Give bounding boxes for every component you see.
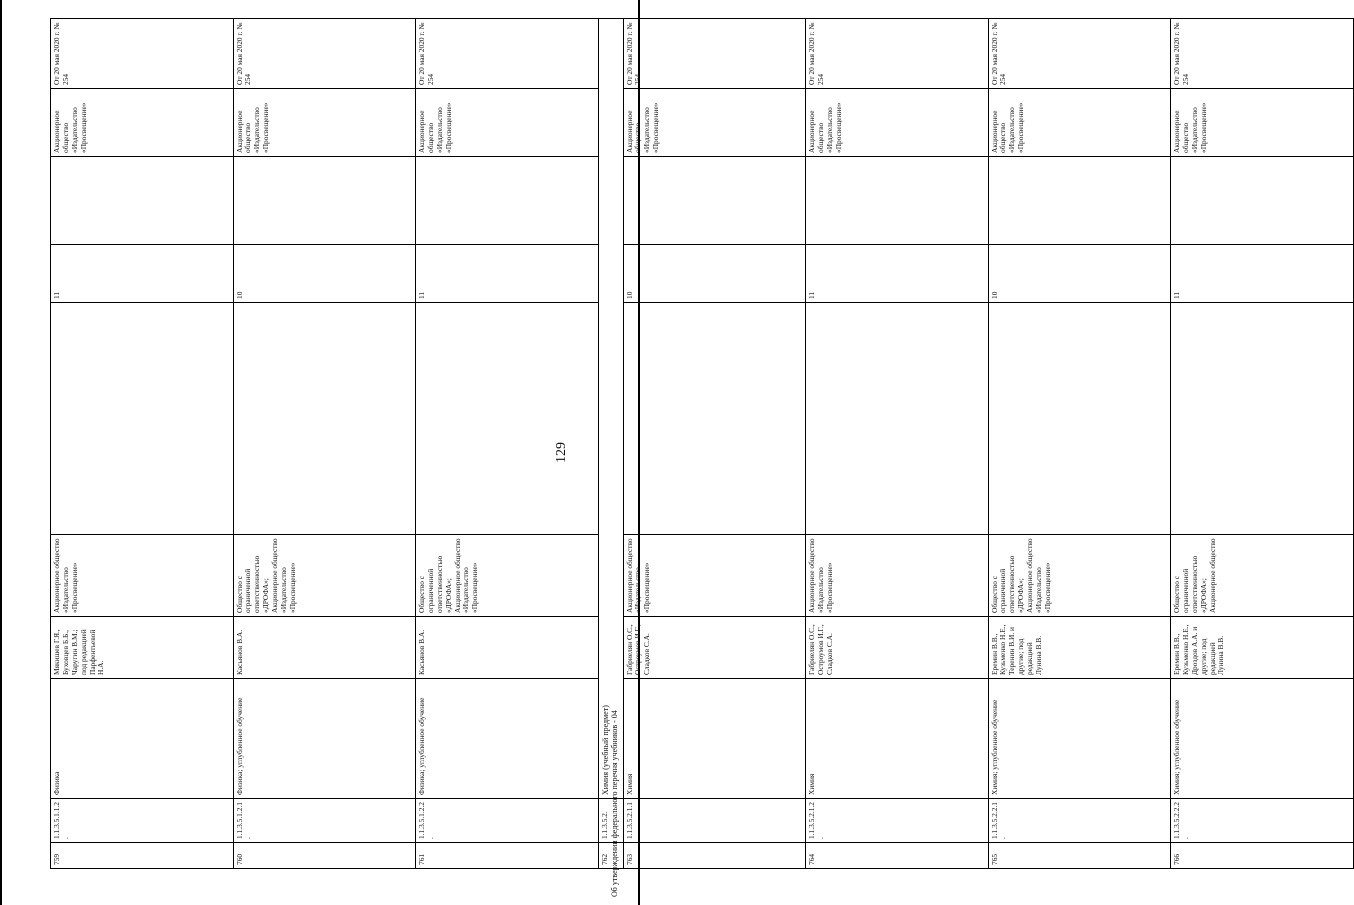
row-number: 759 — [51, 843, 234, 869]
book-title: Физика; углубленное обучение — [233, 679, 416, 799]
row-number: 766 — [1171, 843, 1354, 869]
row-code: 1.1.3.5.2.2.2. — [1171, 799, 1354, 843]
book-authors: Мякишев Г.Я., Буховцев Б.Б., Чаругин В.М.; под редакцией Парфентьевой Н.А. — [51, 617, 234, 679]
book-publisher: Акционерное общество «Издательство «Просвещение» — [623, 535, 806, 617]
empty-cell — [51, 157, 234, 245]
table-row — [416, 19, 599, 869]
row-number: 764 — [806, 843, 989, 869]
book-order: От 20 мая 2020 г. № 254 — [623, 19, 806, 89]
book-order: От 20 мая 2020 г. № 254 — [51, 19, 234, 89]
rotated-content — [2, 0, 1226, 905]
empty-cell — [1171, 157, 1354, 245]
row-number: 765 — [988, 843, 1171, 869]
book-authors: Касьянов В.А. — [233, 617, 416, 679]
empty-cell — [233, 157, 416, 245]
book-org: Акционерное общество «Издательство «Просвещение» — [51, 89, 234, 157]
book-title: Химия; углубленное обучение — [1171, 679, 1354, 799]
book-publisher: Общество с ограниченной ответственностью «ДРОФА»; Акционерное общество «Издательство «Просвещение» — [233, 535, 416, 617]
book-title: Химия — [623, 679, 806, 799]
book-grade: 11 — [806, 245, 989, 303]
book-org: Акционерное общество «Издательство «Просвещение» — [988, 89, 1171, 157]
book-grade: 10 — [988, 245, 1171, 303]
page-footer: Об утверждении федерального перечня учебников - 04 — [610, 710, 619, 897]
row-number: 762 — [598, 843, 623, 869]
empty-cell — [806, 303, 989, 535]
row-code: 1.1.3.5.1.2.2. — [416, 799, 599, 843]
book-org: Акционерное общество «Издательство «Просвещение» — [623, 89, 806, 157]
table-row — [806, 19, 989, 869]
book-authors: Касьянов В.А. — [416, 617, 599, 679]
empty-cell — [988, 157, 1171, 245]
empty-cell — [233, 303, 416, 535]
book-title: Химия — [806, 679, 989, 799]
book-title: Химия; углубленное обучение — [988, 679, 1171, 799]
book-authors: Габриелян О.С., Остроумов И.Г., Сладков С.А. — [623, 617, 806, 679]
book-grade: 11 — [51, 245, 234, 303]
book-title: Физика — [51, 679, 234, 799]
empty-cell — [623, 157, 806, 245]
book-org: Акционерное общество «Издательство «Просвещение» — [1171, 89, 1354, 157]
book-title: Физика; углубленное обучение — [416, 679, 599, 799]
subject-heading: Химия (учебный предмет) — [598, 19, 623, 799]
book-order: От 20 мая 2020 г. № 254 — [806, 19, 989, 89]
table-row — [623, 19, 806, 869]
row-number: 763 — [623, 843, 806, 869]
book-grade: 11 — [1171, 245, 1354, 303]
empty-cell — [416, 157, 599, 245]
row-code: 1.1.3.5.2. — [598, 799, 623, 843]
row-code: 1.1.3.5.2.1.1. — [623, 799, 806, 843]
empty-cell — [51, 303, 234, 535]
book-publisher: Общество с ограниченной ответственностью «ДРОФА»; Акционерное общество — [1171, 535, 1354, 617]
row-code: 1.1.3.5.1.2.1. — [233, 799, 416, 843]
page-number: 129 — [554, 442, 569, 463]
book-authors: Габриелян О.С., Остроумов И.Г., Сладков С.А. — [806, 617, 989, 679]
book-order: От 20 мая 2020 г. № 254 — [233, 19, 416, 89]
empty-cell — [806, 157, 989, 245]
book-publisher: Акционерное общество «Издательство «Просвещение» — [806, 535, 989, 617]
row-number: 760 — [233, 843, 416, 869]
book-grade: 11 — [416, 245, 599, 303]
book-grade: 10 — [233, 245, 416, 303]
textbook-table — [50, 18, 1354, 869]
book-org: Акционерное общество «Издательство «Просвещение» — [806, 89, 989, 157]
book-org: Акционерное общество «Издательство «Просвещение» — [416, 89, 599, 157]
empty-cell — [623, 303, 806, 535]
table-row — [51, 19, 234, 869]
row-code: 1.1.3.5.1.1.2. — [51, 799, 234, 843]
book-org: Акционерное общество «Издательство «Просвещение» — [233, 89, 416, 157]
empty-cell — [416, 303, 599, 535]
table-row — [233, 19, 416, 869]
book-order: От 20 мая 2020 г. № 254 — [988, 19, 1171, 89]
book-order: От 20 мая 2020 г. № 254 — [1171, 19, 1354, 89]
row-number: 761 — [416, 843, 599, 869]
book-grade: 10 — [623, 245, 806, 303]
book-publisher: Акционерное общество «Издательство «Просвещение» — [51, 535, 234, 617]
row-code: 1.1.3.5.2.2.1. — [988, 799, 1171, 843]
table-row — [1171, 19, 1354, 869]
empty-cell — [1171, 303, 1354, 535]
row-code: 1.1.3.5.2.1.2. — [806, 799, 989, 843]
book-publisher: Общество с ограниченной ответственностью «ДРОФА»; Акционерное общество «Издательство «Просвещение» — [988, 535, 1171, 617]
book-authors: Еремин В.В., Кузьменко Н.Е., Теренин В.И. и другие; под редакцией Лунина В.В. — [988, 617, 1171, 679]
book-publisher: Общество с ограниченной ответственностью «ДРОФА»; Акционерное общество «Издательство «Просвещение» — [416, 535, 599, 617]
book-order: От 20 мая 2020 г. № 254 — [416, 19, 599, 89]
empty-cell — [988, 303, 1171, 535]
book-authors: Еремин В.В., Кузьменко Н.Е., Дроздов А.А. и другие; под редакцией Лунина В.В. — [1171, 617, 1354, 679]
table-row — [988, 19, 1171, 869]
